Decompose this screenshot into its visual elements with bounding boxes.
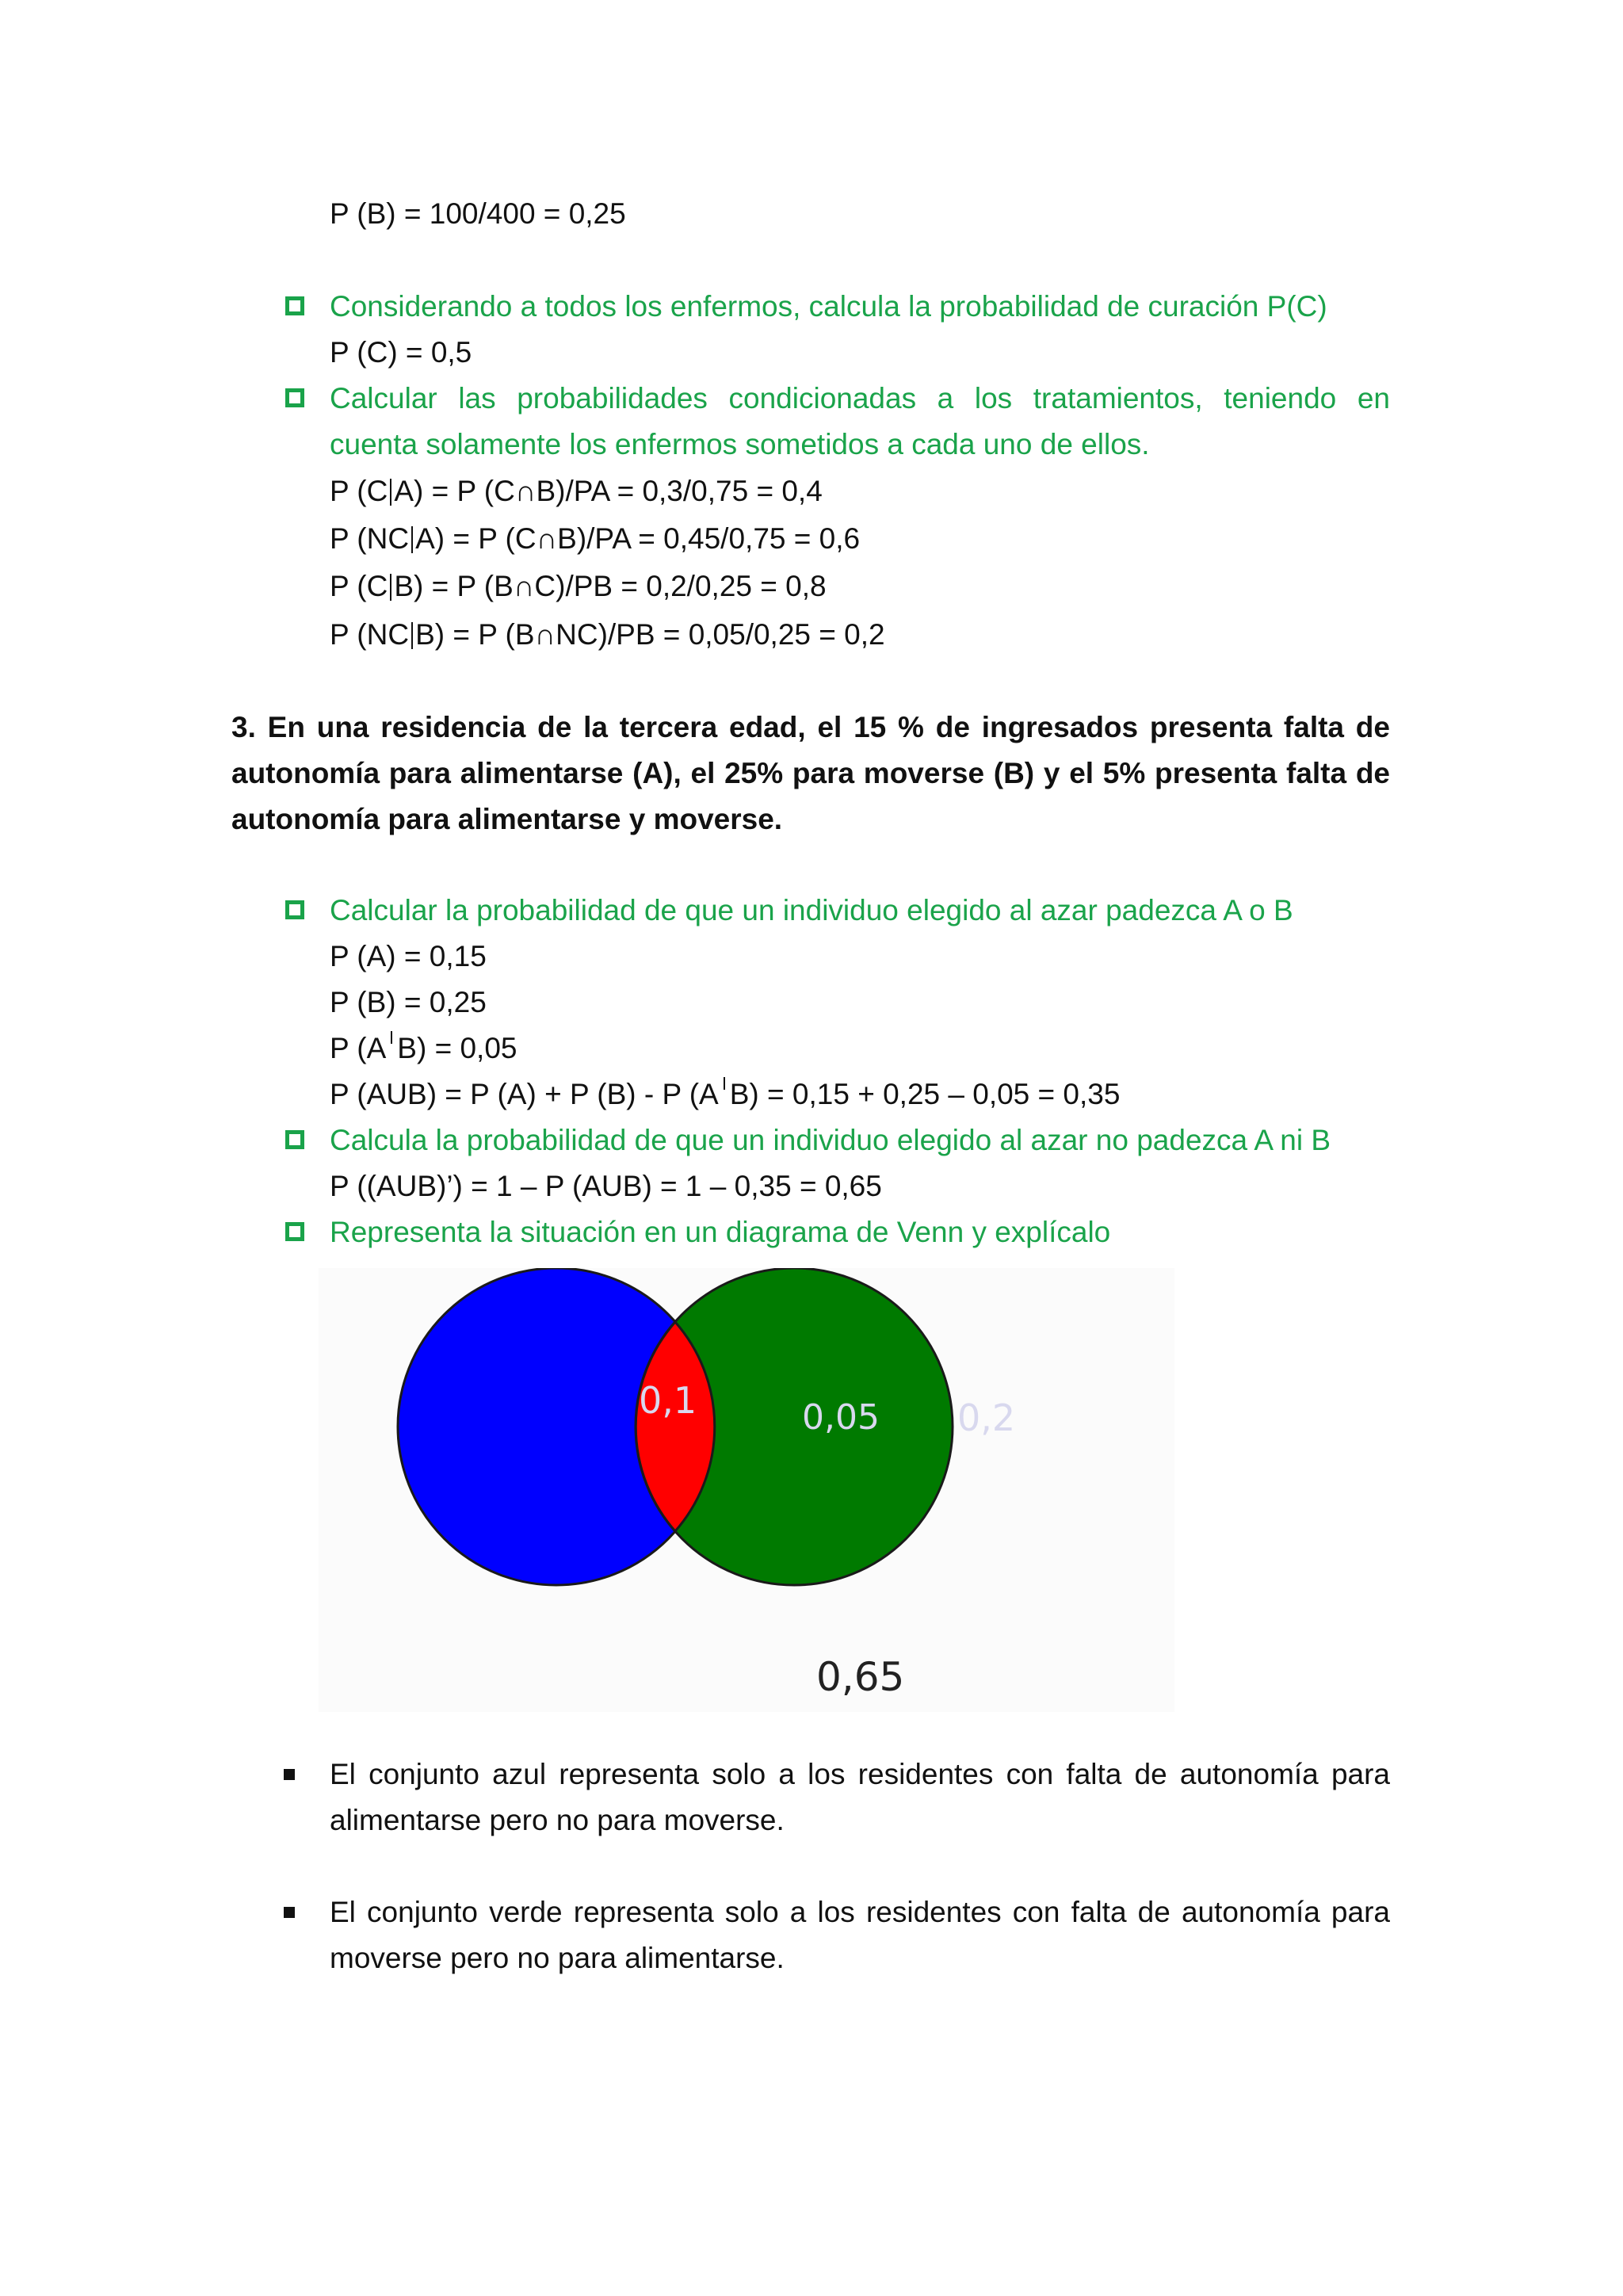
problem3-statement-line1: 3. En una residencia de la tercera edad, el 15 % de ingresados presenta falta de (231, 711, 1390, 743)
checkbox-icon (285, 296, 304, 315)
question-venn: Representa la situación en un diagrama de Venn y explícalo (330, 1216, 1111, 1248)
bullet-icon (284, 1907, 295, 1918)
neither-answer: P ((AUB)’) = 1 – P (AUB) = 1 – 0,35 = 0,65 (330, 1170, 882, 1202)
given-bar (411, 526, 413, 553)
note-green-line2: moverse pero no para alimentarse. (330, 1942, 785, 1974)
venn-label-both: 0,05 (802, 1397, 880, 1438)
conditional-formula-2: P (NC A) = P (C∩B)/PA = 0,45/0,75 = 0,6 (330, 522, 861, 555)
question-neither: Calcula la probabilidad de que un individuo elegido al azar no padezca A ni B (330, 1124, 1331, 1156)
given-bar (390, 479, 391, 506)
venn-label-b-only: 0,2 (957, 1396, 1016, 1439)
checkbox-icon (285, 900, 304, 919)
note-blue-line2: alimentarse pero no para moverse. (330, 1804, 785, 1836)
intersection-symbol (391, 1031, 392, 1044)
paub-line: P (AUB) = P (A) + P (B) - P (A B) = 0,15 + 0,25 – 0,05 = 0,35 (330, 1078, 1121, 1110)
note-green-line1: El conjunto verde representa solo a los residentes con falta de autonomía para (330, 1896, 1390, 1928)
checkbox-icon (285, 1222, 304, 1241)
question-conditional-line1: Calcular las probabilidades condicionadas a los tratamientos, teniendo en (330, 382, 1390, 415)
question-cure-probability: Considerando a todos los enfermos, calcula la probabilidad de curación P(C) (330, 290, 1327, 323)
conditional-formula-1: P (C A) = P (C∩B)/PA = 0,3/0,75 = 0,4 (330, 475, 823, 507)
venn-label-a-only: 0,1 (639, 1379, 697, 1422)
problem3-statement-line3: autonomía para alimentarse y moverse. (231, 803, 783, 835)
question-a-or-b: Calcular la probabilidad de que un individuo elegido al azar padezca A o B (330, 894, 1293, 926)
problem3-statement-line2: autonomía para alimentarse (A), el 25% para moverse (B) y el 5% presenta falta de (231, 757, 1390, 789)
intersection-symbol (724, 1077, 725, 1090)
conditional-formula-3: P (C B) = P (B∩C)/PB = 0,2/0,25 = 0,8 (330, 570, 827, 602)
conditional-formula-4: P (NC B) = P (B∩NC)/PB = 0,05/0,25 = 0,2 (330, 618, 885, 651)
given-bar (390, 574, 391, 601)
bullet-icon (284, 1769, 295, 1780)
pab-line: P (A B) = 0,05 (330, 1032, 517, 1064)
given-bar (411, 622, 413, 649)
pb-value-line: P (B) = 0,25 (330, 986, 487, 1018)
pb-line: P (B) = 100/400 = 0,25 (330, 197, 626, 230)
pa-line: P (A) = 0,15 (330, 940, 487, 972)
venn-label-outside: 0,65 (816, 1654, 905, 1700)
question-conditional-line2: cuenta solamente los enfermos sometidos a cada uno de ellos. (330, 428, 1150, 460)
note-blue-line1: El conjunto azul representa solo a los residentes con falta de autonomía para (330, 1758, 1390, 1790)
venn-diagram (319, 1268, 1174, 1712)
checkbox-icon (285, 388, 304, 407)
pc-answer: P (C) = 0,5 (330, 336, 472, 369)
checkbox-icon (285, 1130, 304, 1149)
